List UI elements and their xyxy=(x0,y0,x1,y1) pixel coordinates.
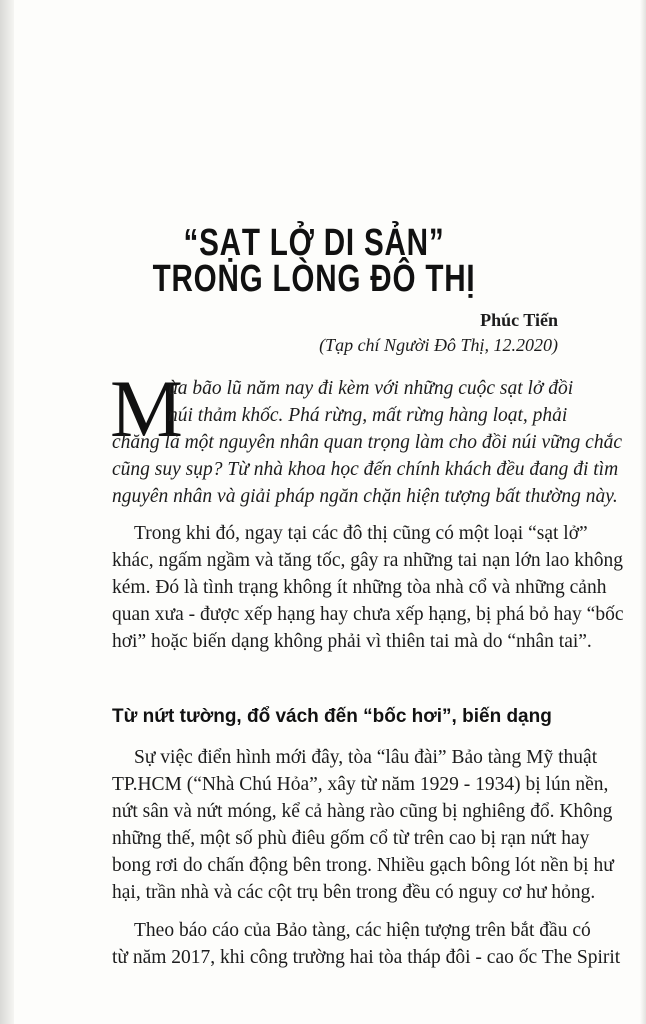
paragraph-line: kém. Đó là tình trạng không ít những tòa nhà cổ và những cảnh xyxy=(112,577,607,598)
intro-line: núi thảm khốc. Phá rừng, mất rừng hàng loạt, phải xyxy=(168,405,568,426)
title-line-1: “SẠT LỞ DI SẢN” xyxy=(183,222,445,264)
source-citation: (Tạp chí Người Đô Thị, 12.2020) xyxy=(319,335,558,355)
paragraph-line: Trong khi đó, ngay tại các đô thị cũng có một loại “sạt lở” xyxy=(134,523,588,544)
scan-edge-shadow xyxy=(0,0,14,1024)
paragraph-line: bong rơi do chấn động bên trong. Nhiều gạch bông lót nền bị hư xyxy=(112,855,614,876)
paragraph-line: khác, ngấm ngầm và tăng tốc, gây ra những tai nạn lớn lao không xyxy=(112,550,623,571)
paragraph-line: hại, trần nhà và các cột trụ bên trong đều có nguy cơ hư hỏng. xyxy=(112,882,596,903)
paragraph-line: những thế, một số phù điêu gốm cổ từ trên cao bị rạn nứt hay xyxy=(112,828,590,849)
intro-line: nguyên nhân và giải pháp ngăn chặn hiện tượng bất thường này. xyxy=(112,486,618,507)
paragraph-line: quan xưa - được xếp hạng hay chưa xếp hạng, bị phá bỏ hay “bốc xyxy=(112,604,624,625)
title-line-2: TRONG LÒNG ĐÔ THỊ xyxy=(152,258,476,300)
intro-line: cũng suy sụp? Từ nhà khoa học đến chính khách đều đang đi tìm xyxy=(112,459,619,480)
paragraph-line: nứt sân và nứt móng, kể cả hàng rào cũng bị nghiêng đổ. Không xyxy=(112,801,613,822)
section-heading: Từ nứt tường, đổ vách đến “bốc hơi”, biến dạng xyxy=(112,706,552,727)
paragraph-line: hơi” hoặc biến dạng không phải vì thiên tai mà do “nhân tai”. xyxy=(112,631,592,652)
intro-line: chăng là một nguyên nhân quan trọng làm cho đồi núi vững chắc xyxy=(112,432,622,453)
paragraph-line: TP.HCM (“Nhà Chú Hỏa”, xây từ năm 1929 - 1934) bị lún nền, xyxy=(112,774,609,795)
intro-line: ùa bão lũ năm nay đi kèm với những cuộc sạt lở đồi xyxy=(168,378,574,399)
drop-cap: M xyxy=(110,363,183,454)
paragraph-line: từ năm 2017, khi công trường hai tòa tháp đôi - cao ốc The Spirit xyxy=(112,947,621,968)
paragraph-line: Theo báo cáo của Bảo tàng, các hiện tượng trên bắt đầu có xyxy=(134,920,591,941)
paragraph-line: Sự việc điển hình mới đây, tòa “lâu đài” Bảo tàng Mỹ thuật xyxy=(134,747,598,768)
author: Phúc Tiến xyxy=(480,310,558,330)
scan-edge-shadow-right xyxy=(640,0,646,1024)
